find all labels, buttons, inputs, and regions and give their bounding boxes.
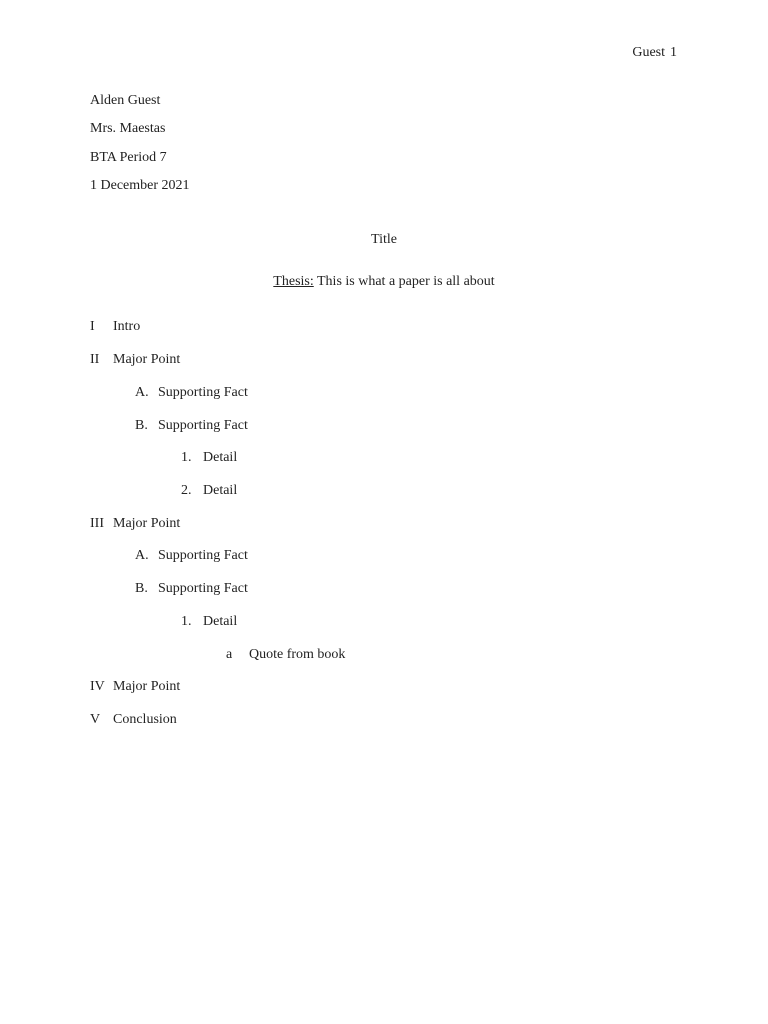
outline-text: Detail: [203, 614, 238, 629]
document-title: Title: [371, 232, 397, 247]
outline-marker: I: [90, 319, 95, 334]
outline-marker: 1.: [181, 614, 192, 629]
outline-marker: 2.: [181, 483, 192, 498]
page-header: [632, 45, 677, 61]
thesis-statement: [0, 274, 768, 290]
thesis-text: This is what a paper is all about: [317, 274, 495, 289]
teacher-name: Mrs. Maestas: [90, 121, 166, 137]
outline-text: Supporting Fact: [158, 418, 248, 433]
outline-text: Intro: [113, 319, 141, 334]
mla-heading: [90, 91, 190, 204]
date: 1 December 2021: [90, 177, 190, 193]
outline-marker: B.: [135, 418, 148, 433]
outline-marker: A.: [135, 548, 149, 563]
outline-text: Detail: [203, 483, 238, 498]
outline-marker: 1.: [181, 450, 192, 465]
outline-text: Supporting Fact: [158, 581, 248, 596]
thesis-label: Thesis:: [273, 274, 314, 289]
header-last-name: Guest: [632, 45, 665, 60]
student-name: Alden Guest: [90, 93, 161, 108]
class-period: BTA Period 7: [90, 149, 167, 165]
outline-marker: V: [90, 712, 101, 727]
outline-marker: IV: [90, 679, 105, 694]
outline-text: Major Point: [113, 516, 181, 531]
outline-marker: a: [226, 647, 233, 662]
outline-text: Detail: [203, 450, 238, 465]
outline-text: Supporting Fact: [158, 548, 248, 563]
outline-text: Conclusion: [113, 712, 177, 727]
outline-marker: A.: [135, 385, 149, 400]
outline-marker: B.: [135, 581, 148, 596]
outline-text: Major Point: [113, 679, 181, 694]
page-number: 1: [670, 45, 677, 60]
outline-marker: II: [90, 352, 100, 367]
outline-text: Quote from book: [249, 647, 346, 662]
outline-text: Supporting Fact: [158, 385, 248, 400]
outline-text: Major Point: [113, 352, 181, 367]
outline-marker: III: [90, 516, 104, 531]
